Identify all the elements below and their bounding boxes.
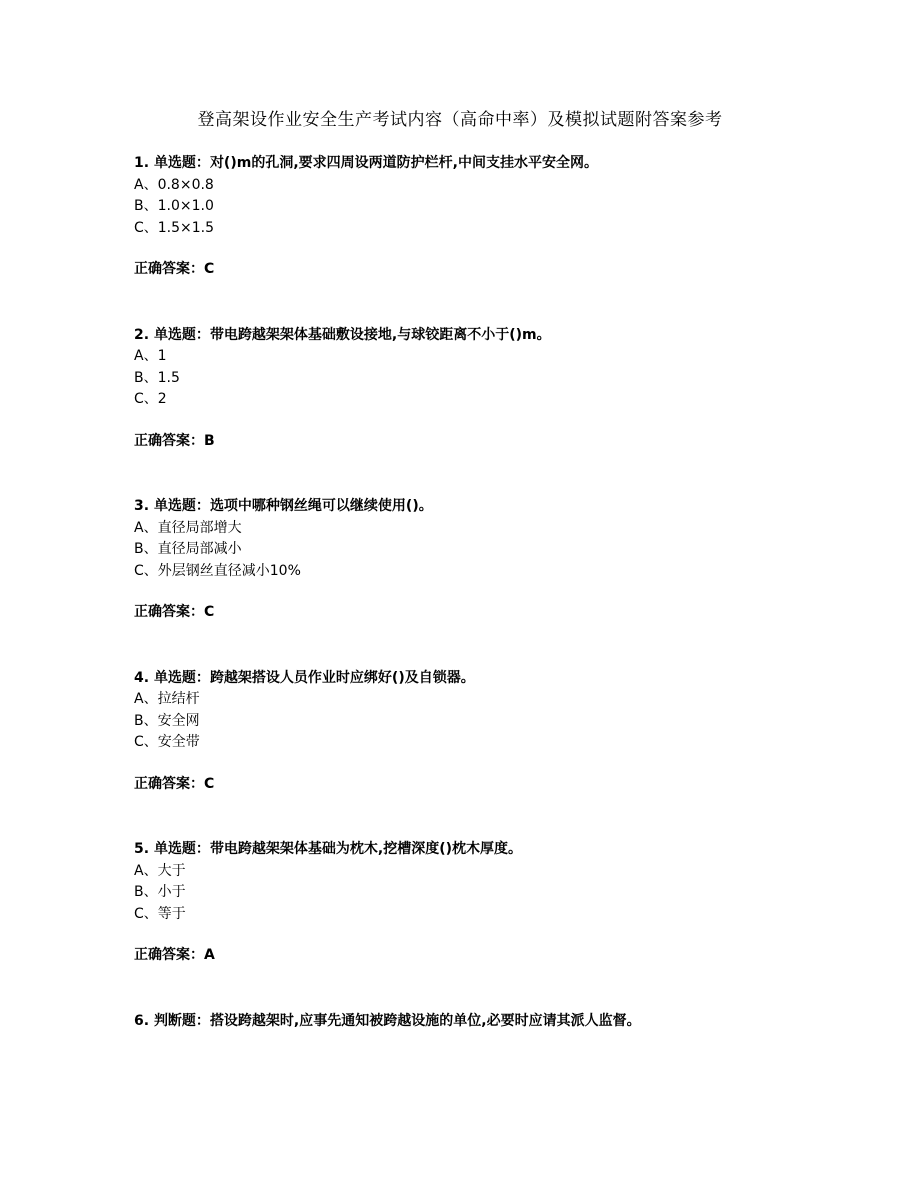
question-text: 对()m的孔洞,要求四周设两道防护栏杆,中间支挂水平安全网。 <box>209 155 598 171</box>
option-a: A、0.8×0.8 <box>134 176 214 193</box>
correct-answer: 正确答案：C <box>134 775 215 792</box>
question-type: 单选题： <box>153 155 210 171</box>
question-item <box>134 496 854 668</box>
question-text: 带电跨越架架体基础为枕木,挖槽深度()枕木厚度。 <box>209 841 523 857</box>
question-type: 单选题： <box>153 841 210 857</box>
question-text: 选项中哪种钢丝绳可以继续使用()。 <box>209 498 433 514</box>
question-stem <box>134 496 854 518</box>
question-item <box>134 153 854 325</box>
option-b: B、直径局部减小 <box>134 541 242 557</box>
option-b: B、1.5 <box>134 369 180 386</box>
question-stem <box>134 153 854 175</box>
question-stem <box>134 1011 854 1033</box>
question-type: 单选题： <box>153 669 210 686</box>
question-list <box>134 153 854 1182</box>
question-number: 6. <box>134 1012 150 1029</box>
correct-answer: 正确答案：A <box>134 947 215 963</box>
question-number: 2. <box>134 326 150 343</box>
option-c: C、安全带 <box>134 734 200 750</box>
question-number: 5. <box>134 841 150 857</box>
option-a: A、拉结杆 <box>134 691 200 707</box>
option-a: A、直径局部增大 <box>134 519 242 536</box>
option-c: C、等于 <box>134 905 186 922</box>
option-b: B、1.0×1.0 <box>134 198 214 214</box>
correct-answer: 正确答案：C <box>134 604 215 620</box>
option-a: A、1 <box>134 348 167 364</box>
option-c: C、外层钢丝直径减小10% <box>134 562 301 579</box>
question-stem <box>134 839 854 861</box>
question-text: 带电跨越架架体基础敷设接地,与球铰距离不小于()m。 <box>209 326 551 343</box>
question-type: 单选题： <box>153 498 210 514</box>
question-item <box>134 325 854 497</box>
question-type: 单选题： <box>153 326 210 343</box>
option-b: B、小于 <box>134 884 186 900</box>
question-stem <box>134 325 854 347</box>
option-b: B、安全网 <box>134 712 200 729</box>
question-type: 判断题： <box>153 1012 210 1029</box>
document-title: 登高架设作业安全生产考试内容（高命中率）及模拟试题附答案参考 <box>197 110 723 130</box>
question-item <box>134 839 854 1011</box>
question-text: 跨越架搭设人员作业时应绑好()及自锁器。 <box>209 669 475 686</box>
question-item <box>134 668 854 840</box>
question-number: 1. <box>134 155 150 171</box>
option-c: C、1.5×1.5 <box>134 219 215 236</box>
question-number: 4. <box>134 669 150 686</box>
option-c: C、2 <box>134 391 167 407</box>
option-a: A、大于 <box>134 862 186 879</box>
question-text: 搭设跨越架时,应事先通知被跨越设施的单位,必要时应请其派人监督。 <box>209 1012 641 1029</box>
correct-answer: 正确答案：C <box>134 261 215 277</box>
question-item <box>134 1011 854 1183</box>
question-number: 3. <box>134 498 150 514</box>
question-stem <box>134 668 854 690</box>
correct-answer: 正确答案：B <box>134 432 215 449</box>
